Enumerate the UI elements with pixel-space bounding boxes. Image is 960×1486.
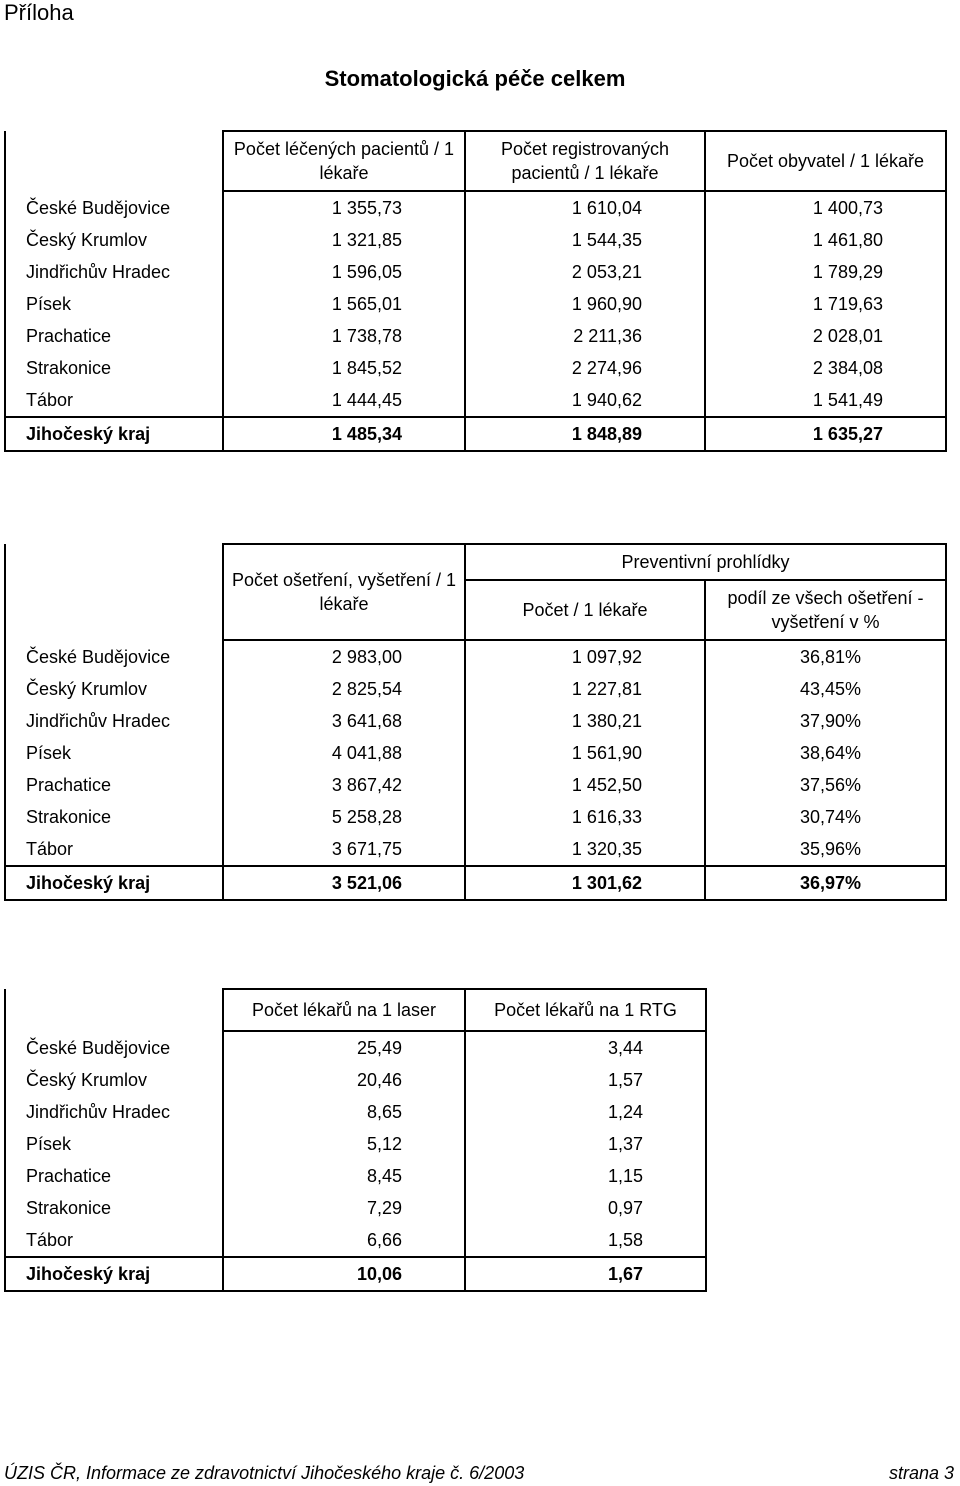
region-name-cell: Tábor <box>5 1224 223 1257</box>
table-row <box>5 320 946 352</box>
table-row <box>5 1031 706 1064</box>
table-row <box>5 191 946 224</box>
value-cell: 1 485,34 <box>223 417 465 451</box>
value-cell: 3 671,75 <box>223 833 465 866</box>
value-cell: 1 461,80 <box>705 224 946 256</box>
value-cell: 2 028,01 <box>705 320 946 352</box>
table-patients-per-doctor <box>4 130 947 452</box>
table-row <box>5 1064 706 1096</box>
region-name-cell: Český Krumlov <box>5 673 223 705</box>
value-cell: 1 635,27 <box>705 417 946 451</box>
value-cell: 3 521,06 <box>223 866 465 900</box>
value-cell: 2 983,00 <box>223 640 465 673</box>
value-cell: 6,66 <box>223 1224 465 1257</box>
value-cell: 5,12 <box>223 1128 465 1160</box>
region-name-cell: Tábor <box>5 833 223 866</box>
value-cell: 1 301,62 <box>465 866 705 900</box>
value-cell: 1 320,35 <box>465 833 705 866</box>
region-name-cell: České Budějovice <box>5 640 223 673</box>
value-cell: 2 053,21 <box>465 256 705 288</box>
region-name-cell: Jindřichův Hradec <box>5 1096 223 1128</box>
value-cell: 43,45% <box>705 673 946 705</box>
region-name-cell: Prachatice <box>5 320 223 352</box>
value-cell: 1 616,33 <box>465 801 705 833</box>
region-name-cell: Strakonice <box>5 801 223 833</box>
value-cell: 10,06 <box>223 1257 465 1291</box>
value-cell: 20,46 <box>223 1064 465 1096</box>
table-doctors-per-device <box>4 988 707 1292</box>
value-cell: 1 940,62 <box>465 384 705 417</box>
value-cell: 7,29 <box>223 1192 465 1224</box>
table-row <box>5 801 946 833</box>
value-cell: 35,96% <box>705 833 946 866</box>
table-row <box>5 1160 706 1192</box>
table1-header: Počet obyvatel / 1 lékaře <box>705 131 946 191</box>
table3-corner <box>5 989 223 1031</box>
value-cell: 1 845,52 <box>223 352 465 384</box>
value-cell: 1 610,04 <box>465 191 705 224</box>
value-cell: 1 227,81 <box>465 673 705 705</box>
value-cell: 1 452,50 <box>465 769 705 801</box>
value-cell: 38,64% <box>705 737 946 769</box>
region-name-cell: Jihočeský kraj <box>5 417 223 451</box>
page-heading: Příloha <box>4 0 74 25</box>
table2-header-prevention-count: Počet / 1 lékaře <box>465 580 705 640</box>
table-row <box>5 705 946 737</box>
region-name-cell: Strakonice <box>5 352 223 384</box>
region-name-cell: Prachatice <box>5 769 223 801</box>
value-cell: 2 825,54 <box>223 673 465 705</box>
region-name-cell: Prachatice <box>5 1160 223 1192</box>
table-row <box>5 256 946 288</box>
value-cell: 4 041,88 <box>223 737 465 769</box>
value-cell: 1 355,73 <box>223 191 465 224</box>
table3-header: Počet lékařů na 1 laser <box>223 989 465 1031</box>
value-cell: 1,57 <box>465 1064 706 1096</box>
value-cell: 1 738,78 <box>223 320 465 352</box>
region-name-cell: Jindřichův Hradec <box>5 705 223 737</box>
value-cell: 8,45 <box>223 1160 465 1192</box>
footer-source: ÚZIS ČR, Informace ze zdravotnictví Jihočeského kraje č. 6/2003 <box>4 1463 525 1483</box>
table-row <box>5 833 946 866</box>
value-cell: 0,97 <box>465 1192 706 1224</box>
table-row <box>5 640 946 673</box>
region-name-cell: Tábor <box>5 384 223 417</box>
table1-corner <box>5 131 223 191</box>
value-cell: 5 258,28 <box>223 801 465 833</box>
value-cell: 2 274,96 <box>465 352 705 384</box>
table-row <box>5 1096 706 1128</box>
value-cell: 1 789,29 <box>705 256 946 288</box>
value-cell: 1 719,63 <box>705 288 946 320</box>
table-row <box>5 737 946 769</box>
region-name-cell: Jindřichův Hradec <box>5 256 223 288</box>
table3-header: Počet lékařů na 1 RTG <box>465 989 706 1031</box>
value-cell: 1 596,05 <box>223 256 465 288</box>
value-cell: 2 211,36 <box>465 320 705 352</box>
table2-corner <box>5 544 223 640</box>
value-cell: 1,58 <box>465 1224 706 1257</box>
value-cell: 1 960,90 <box>465 288 705 320</box>
value-cell: 1 444,45 <box>223 384 465 417</box>
region-name-cell: Písek <box>5 1128 223 1160</box>
value-cell: 8,65 <box>223 1096 465 1128</box>
region-name-cell: Jihočeský kraj <box>5 1257 223 1291</box>
region-name-cell: Písek <box>5 288 223 320</box>
value-cell: 1,15 <box>465 1160 706 1192</box>
value-cell: 1,67 <box>465 1257 706 1291</box>
value-cell: 3 641,68 <box>223 705 465 737</box>
value-cell: 37,56% <box>705 769 946 801</box>
table-row <box>5 288 946 320</box>
value-cell: 1 321,85 <box>223 224 465 256</box>
table-treatments-prevention <box>4 543 947 901</box>
table-total-row <box>5 866 946 900</box>
table2-header-treatments: Počet ošetření, vyšetření / 1 lékaře <box>223 544 465 640</box>
table-row <box>5 1224 706 1257</box>
table-row <box>5 673 946 705</box>
table1-header: Počet registrovaných pacientů / 1 lékaře <box>465 131 705 191</box>
value-cell: 1 380,21 <box>465 705 705 737</box>
table-row <box>5 224 946 256</box>
region-name-cell: Písek <box>5 737 223 769</box>
footer-page-number: strana 3 <box>888 1463 954 1483</box>
value-cell: 3,44 <box>465 1031 706 1064</box>
region-name-cell: Jihočeský kraj <box>5 866 223 900</box>
region-name-cell: Strakonice <box>5 1192 223 1224</box>
value-cell: 1,24 <box>465 1096 706 1128</box>
value-cell: 3 867,42 <box>223 769 465 801</box>
table1-header: Počet léčených pacientů / 1 lékaře <box>223 131 465 191</box>
value-cell: 1 541,49 <box>705 384 946 417</box>
value-cell: 1 565,01 <box>223 288 465 320</box>
table-total-row <box>5 417 946 451</box>
table-row <box>5 769 946 801</box>
table2-header-prevention-share: podíl ze všech ošetření - vyšetření v % <box>705 580 946 640</box>
value-cell: 36,97% <box>705 866 946 900</box>
value-cell: 30,74% <box>705 801 946 833</box>
value-cell: 1 097,92 <box>465 640 705 673</box>
document-title: Stomatologická péče celkem <box>324 66 626 91</box>
table-row <box>5 1128 706 1160</box>
table-row <box>5 1192 706 1224</box>
table-row <box>5 352 946 384</box>
value-cell: 1 544,35 <box>465 224 705 256</box>
value-cell: 1,37 <box>465 1128 706 1160</box>
value-cell: 25,49 <box>223 1031 465 1064</box>
region-name-cell: České Budějovice <box>5 191 223 224</box>
region-name-cell: České Budějovice <box>5 1031 223 1064</box>
value-cell: 37,90% <box>705 705 946 737</box>
value-cell: 1 848,89 <box>465 417 705 451</box>
table2-header-prevention-group: Preventivní prohlídky <box>465 544 946 580</box>
table-total-row <box>5 1257 706 1291</box>
table-row <box>5 384 946 417</box>
region-name-cell: Český Krumlov <box>5 224 223 256</box>
value-cell: 1 561,90 <box>465 737 705 769</box>
value-cell: 1 400,73 <box>705 191 946 224</box>
value-cell: 36,81% <box>705 640 946 673</box>
value-cell: 2 384,08 <box>705 352 946 384</box>
region-name-cell: Český Krumlov <box>5 1064 223 1096</box>
